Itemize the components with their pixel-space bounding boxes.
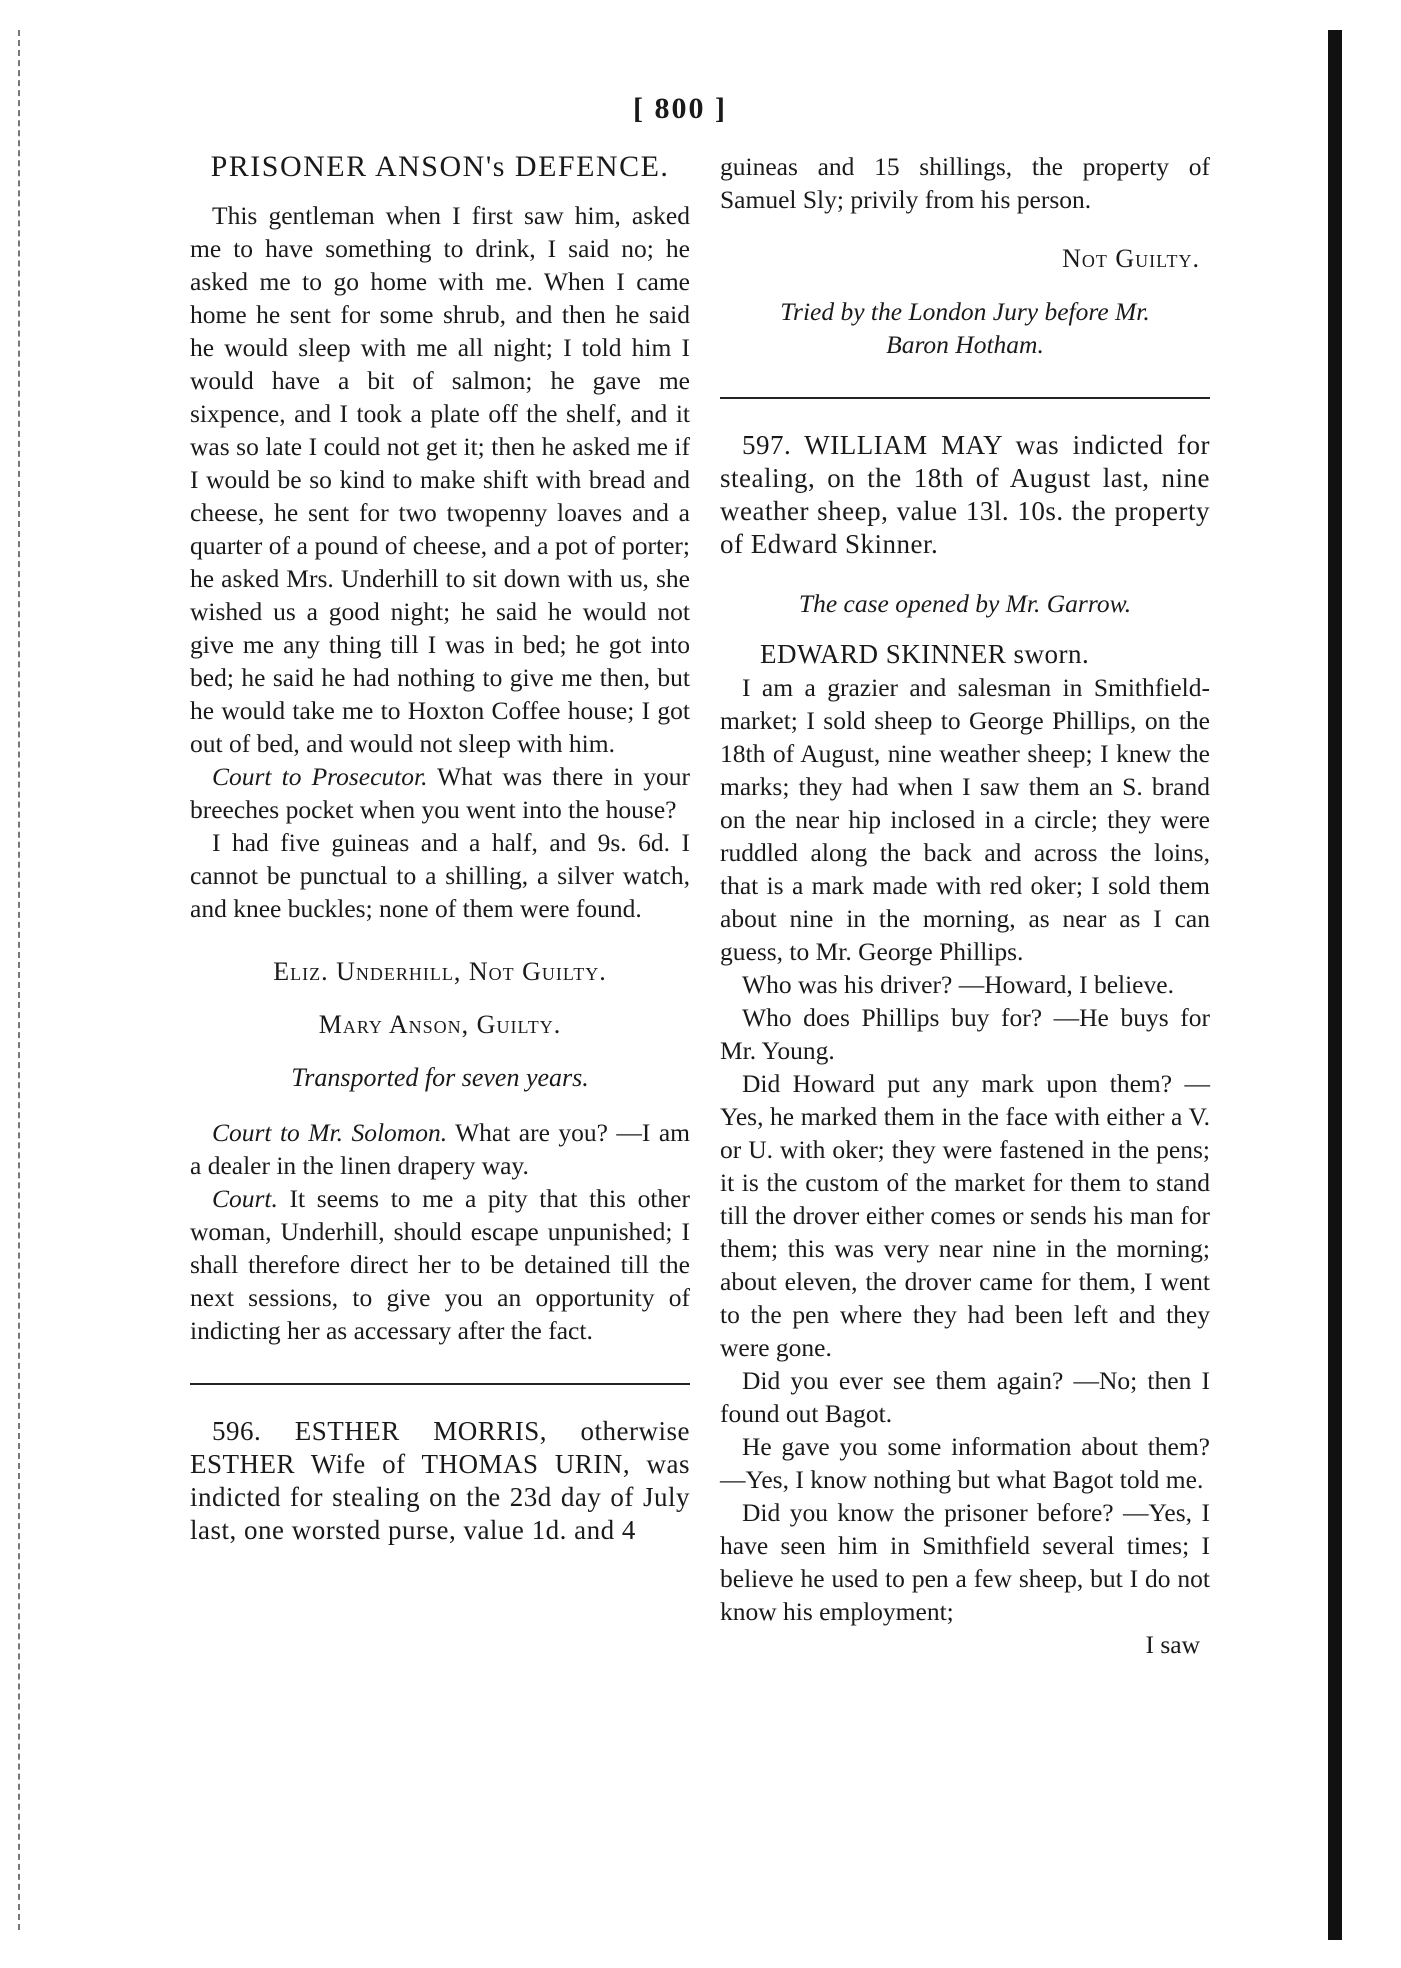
case-596: 596. ESTHER MORRIS, otherwise ESTHER Wife of THOMAS URIN, was indicted for stealing on the 23d day of July last, one worsted purse, value 1d. and 4 bbox=[190, 1416, 690, 1545]
qa-again: Did you ever see them again? —No; then I found out Bagot. bbox=[720, 1366, 1210, 1428]
case-597: 597. WILLIAM MAY was indicted for stealing, on the 18th of August last, nine weather sheep, value 13l. 10s. the property of Edward Skinner. bbox=[720, 430, 1210, 559]
prosecutor-answer: I had five guineas and a half, and 9s. 6d. I cannot be punctual to a shilling, a silver watch, and knee buckles; none of them were found. bbox=[190, 828, 690, 923]
scan-edge-marks bbox=[18, 30, 24, 1930]
right-column bbox=[720, 150, 1210, 1661]
section-rule-right bbox=[720, 397, 1210, 399]
jury-note: Tried by the London Jury before Mr. Baron Hotham. bbox=[780, 297, 1150, 359]
verdict-anson: Mary Anson, Guilty. bbox=[318, 1010, 562, 1039]
solomon-text: What are you? —I am a dealer in the linen drapery way. bbox=[190, 1118, 690, 1180]
solomon-exchange bbox=[190, 1116, 690, 1182]
sentence: Transported for seven years. bbox=[291, 1063, 589, 1092]
qa-mark: Did Howard put any mark upon them? —Yes, he marked them in the face with either a V. or U. with oker; they were fastened in the pens; it is the custom of the market for them to stand till the drover either comes or sends his man for them; this was very near nine in the morning; about eleven, the drover came for them, I went to the pen where they had been left and they were gone. bbox=[720, 1069, 1210, 1362]
court-statement bbox=[190, 1182, 690, 1347]
defence-heading: PRISONER ANSON's DEFENCE. bbox=[210, 150, 670, 183]
verdict-morris: Not Guilty. bbox=[1062, 244, 1200, 273]
witness-testimony: I am a grazier and salesman in Smithfield-market; I sold sheep to George Phillips, on the 18th of August, nine weather sheep; I knew the marks; they had when I saw them an S. brand on the near hip inclosed in a circle; they were ruddled along the back and across the loins, that is a mark made with red oker; I sold them about nine in the morning, as near as I can guess, to Mr. George Phillips. bbox=[720, 673, 1210, 966]
witness-sworn: EDWARD SKINNER sworn. bbox=[760, 639, 1090, 669]
page-number: [ 800 ] bbox=[633, 92, 727, 125]
qa-information: He gave you some information about them? —Yes, I know nothing but what Bagot told me. bbox=[720, 1432, 1210, 1494]
verdict-underhill: Eliz. Underhill, Not Guilty. bbox=[273, 957, 607, 986]
court-question-label: Court to Prosecutor. bbox=[212, 762, 428, 791]
court-question-text: What was there in your breeches pocket when you went into the house? bbox=[190, 762, 691, 824]
qa-driver: Who was his driver? —Howard, I believe. bbox=[742, 970, 1174, 999]
court-text: It seems to me a pity that this other woman, Underhill, should escape unpunished; I shall therefore direct her to be detained till the next sessions, to give you an opportunity of indicting her as accessary after the fact. bbox=[190, 1184, 690, 1345]
case-opened: The case opened by Mr. Garrow. bbox=[798, 589, 1132, 618]
qa-buyer: Who does Phillips buy for? —He buys for Mr. Young. bbox=[720, 1003, 1210, 1065]
catchword: I saw bbox=[1145, 1630, 1200, 1659]
qa-prisoner: Did you know the prisoner before? —Yes, I have seen him in Smithfield several times; I believe he used to pen a few sheep, but I do not know his employment; bbox=[720, 1498, 1210, 1626]
binding-border bbox=[1328, 30, 1342, 1940]
defence-text: This gentleman when I first saw him, asked me to have something to drink, I said no; he asked me to go home with me. When I came home he sent for some shrub, and then he said he would sleep with me all night; I told him I would have a bit of salmon; he gave me sixpence, and I took a plate off the shelf, and it was so late I could not get it; then he asked me if I would be so kind to make shift with bread and cheese, he sent for two twopenny loaves and a quarter of a pound of cheese, and a pot of porter; he asked Mrs. Underhill to sit down with us, she wished us a good night; he said he would not give me any thing till I was in bed; he got into bed; he said he had nothing to give me then, but he would take me to Hoxton Coffee house; I got out of bed, and would not sleep with him. bbox=[190, 201, 690, 758]
section-rule-left bbox=[190, 1383, 690, 1385]
court-label: Court. bbox=[212, 1184, 278, 1213]
case-596-continued: guineas and 15 shillings, the property of Samuel Sly; privily from his person. bbox=[720, 152, 1210, 214]
solomon-label: Court to Mr. Solomon. bbox=[212, 1118, 448, 1147]
left-column bbox=[190, 150, 690, 1547]
court-question bbox=[190, 760, 690, 826]
